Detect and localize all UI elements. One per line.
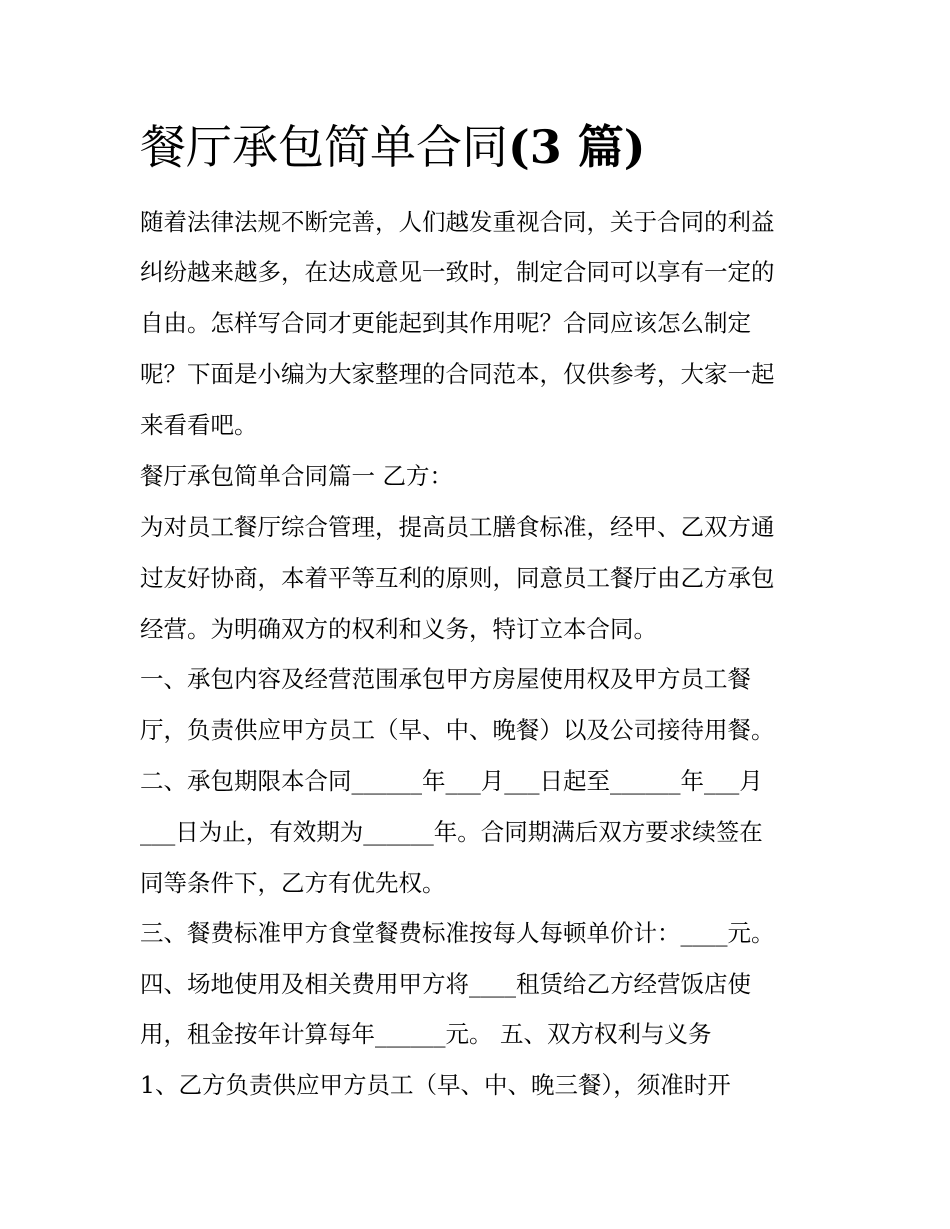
body-text-line: 过友好协商，本着平等互利的原则，同意员工餐厅由乙方承包 [140,564,775,592]
title-main-text: 餐厅承包简单合同 [140,120,508,174]
clause-line: 同等条件下，乙方有优先权。 [140,869,446,897]
clause-line: 四、场地使用及相关费用甲方将____租赁给乙方经营饭店使 [140,970,751,998]
body-text-line: 纠纷越来越多，在达成意见一致时，制定合同可以享有一定的 [140,258,775,286]
clause-line: 一、承包内容及经营范围承包甲方房屋使用权及甲方员工餐 [140,665,751,693]
body-text-line: 为对员工餐厅综合管理，提高员工膳食标准，经甲、乙双方通 [140,513,775,541]
body-text-line: 随着法律法规不断完善，人们越发重视合同，关于合同的利益 [140,208,775,236]
body-text-line: 经营。为明确双方的权利和义务，特订立本合同。 [140,615,657,643]
clause-line: 厅，负责供应甲方员工（早、中、晚餐）以及公司接待用餐。 [140,716,775,744]
clause-line: 三、餐费标准甲方食堂餐费标准按每人每顿单价计：____元。 [140,919,775,947]
clause-line: 1、乙方负责供应甲方员工（早、中、晚三餐），须准时开 [140,1071,731,1099]
clause-line: ___日为止，有效期为______年。合同期满后双方要求续签在 [140,818,763,846]
body-text-line: 呢？下面是小编为大家整理的合同范本，仅供参考，大家一起 [140,360,775,388]
body-text-line: 自由。怎样写合同才更能起到其作用呢？合同应该怎么制定 [140,309,751,337]
document-title [140,112,646,182]
clause-line: 二、承包期限本合同______年___月___日起至______年___月 [140,767,763,795]
section-heading-line: 餐厅承包简单合同篇一 乙方： [140,462,453,490]
clause-line: 用，租金按年计算每年______元。 五、双方权利与义务 [140,1020,712,1048]
body-text-line: 来看看吧。 [140,411,258,439]
title-suffix-text: (3 篇) [508,120,646,174]
